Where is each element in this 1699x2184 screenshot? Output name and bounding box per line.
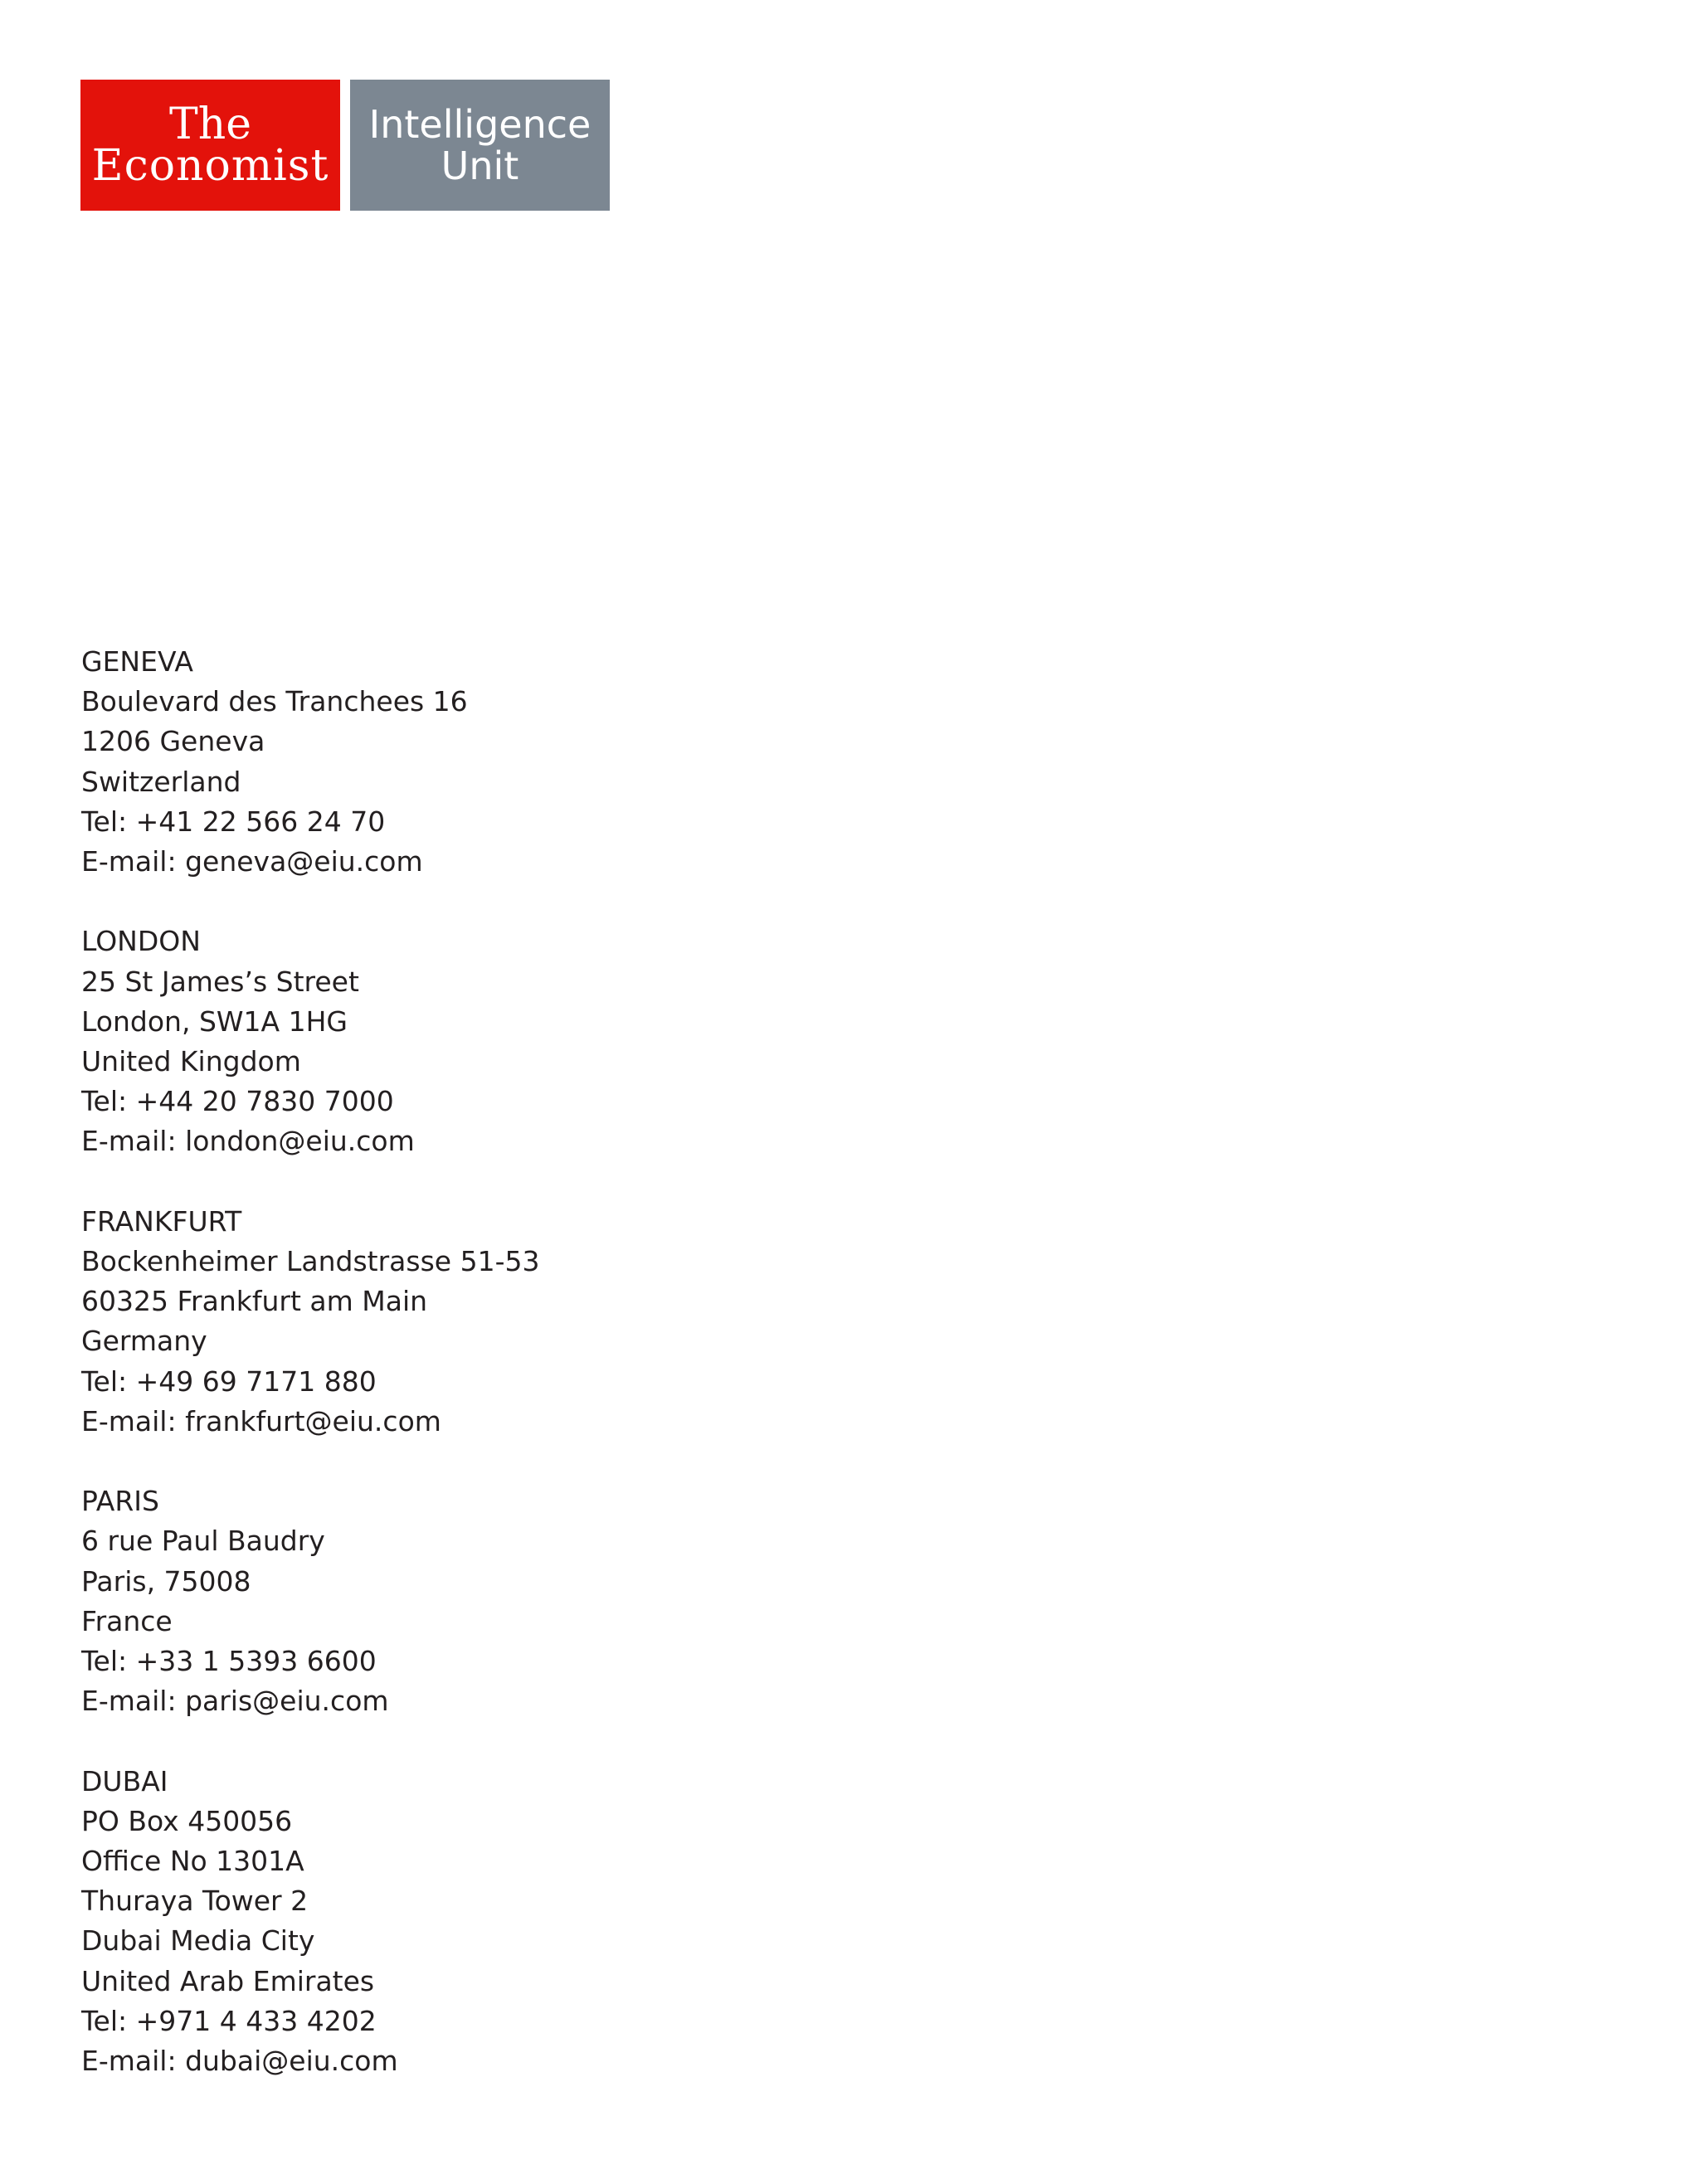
address-line: United Arab Emirates bbox=[81, 1964, 375, 1997]
office-city: LONDON bbox=[81, 925, 201, 958]
eiu-logo bbox=[80, 80, 610, 211]
intelligence-unit-logo-block bbox=[350, 80, 610, 211]
address-line: Dubai Media City bbox=[81, 1924, 315, 1958]
office-email: E-mail: frankfurt@eiu.com bbox=[81, 1404, 441, 1437]
economist-logo-block bbox=[80, 80, 340, 211]
office-geneva bbox=[81, 642, 539, 882]
office-frankfurt bbox=[81, 1202, 539, 1442]
office-city: FRANKFURT bbox=[81, 1204, 242, 1238]
logo-economist: Economist bbox=[91, 141, 329, 191]
address-line: Germany bbox=[81, 1325, 207, 1358]
address-line: 25 St James’s Street bbox=[81, 965, 359, 998]
office-email: E-mail: london@eiu.com bbox=[81, 1125, 415, 1158]
address-line: Paris, 75008 bbox=[81, 1564, 251, 1598]
office-city: GENEVA bbox=[81, 645, 193, 678]
office-email: E-mail: dubai@eiu.com bbox=[81, 2045, 398, 2078]
office-dubai bbox=[81, 1762, 539, 2082]
logo-unit: Unit bbox=[441, 143, 519, 188]
address-line: United Kingdom bbox=[81, 1045, 301, 1078]
address-line: Switzerland bbox=[81, 765, 241, 798]
logo-the: The bbox=[169, 100, 251, 149]
address-line: Bockenheimer Landstrasse 51-53 bbox=[81, 1245, 540, 1278]
office-paris bbox=[81, 1481, 539, 1721]
office-city: DUBAI bbox=[81, 1764, 168, 1797]
office-email: E-mail: geneva@eiu.com bbox=[81, 845, 423, 878]
office-city: PARIS bbox=[81, 1485, 159, 1518]
office-london bbox=[81, 922, 539, 1161]
office-tel: Tel: +44 20 7830 7000 bbox=[81, 1085, 394, 1118]
office-tel: Tel: +33 1 5393 6600 bbox=[81, 1645, 377, 1678]
office-tel: Tel: +49 69 7171 880 bbox=[81, 1364, 377, 1398]
office-list bbox=[81, 642, 539, 2121]
address-line: Office No 1301A bbox=[81, 1845, 304, 1878]
address-line: PO Box 450056 bbox=[81, 1804, 293, 1837]
address-line: London, SW1A 1HG bbox=[81, 1004, 348, 1038]
address-line: France bbox=[81, 1604, 173, 1637]
address-line: Thuraya Tower 2 bbox=[81, 1885, 309, 1918]
address-line: 60325 Frankfurt am Main bbox=[81, 1285, 428, 1318]
address-line: 6 rue Paul Baudry bbox=[81, 1525, 325, 1558]
address-line: 1206 Geneva bbox=[81, 725, 265, 758]
office-tel: Tel: +41 22 566 24 70 bbox=[81, 805, 386, 838]
office-tel: Tel: +971 4 433 4202 bbox=[81, 2004, 377, 2037]
logo-intelligence: Intelligence bbox=[368, 102, 591, 147]
address-line: Boulevard des Tranchees 16 bbox=[81, 685, 468, 718]
office-email: E-mail: paris@eiu.com bbox=[81, 1685, 389, 1718]
